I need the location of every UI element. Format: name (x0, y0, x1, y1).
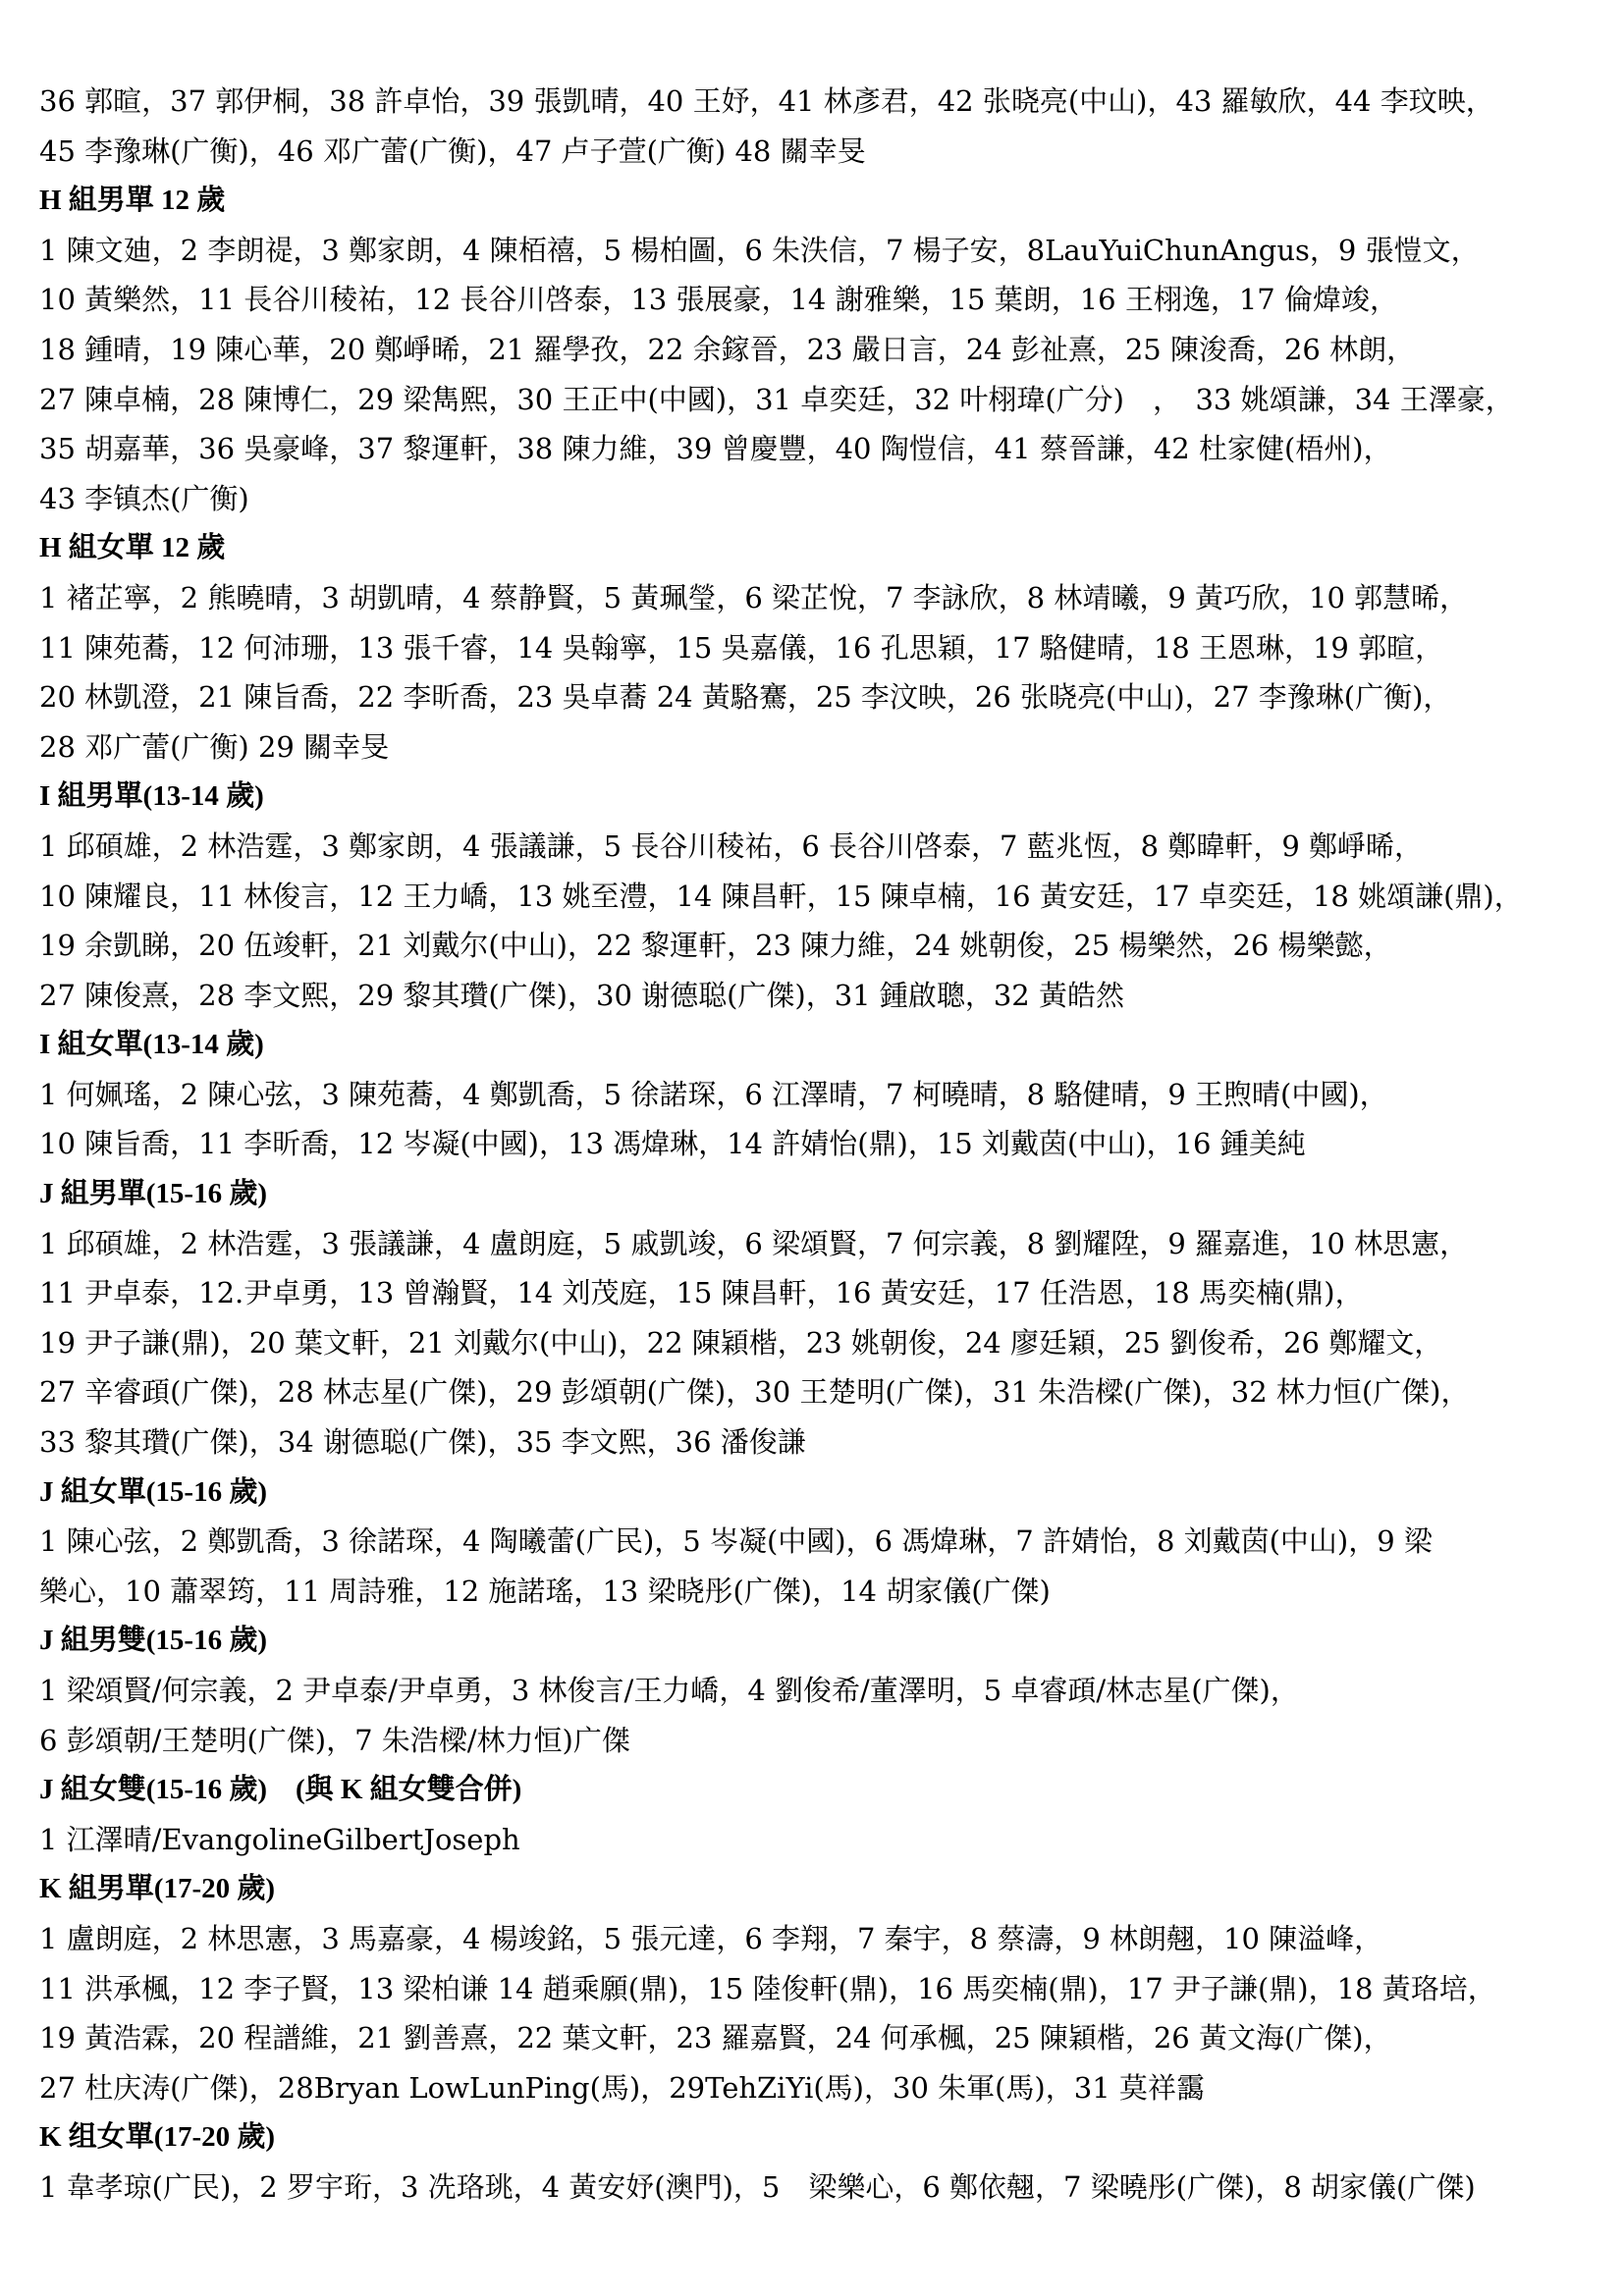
entry-line: 27 陳卓楠，28 陳博仁，29 梁雋熙，30 王正中(中國)，31 卓奕廷，32 叶栩瑋(广分) ， 33 姚頌謙，34 王澤豪， (39, 382, 1514, 416)
section-heading: J 組男雙(15-16 歲) (39, 1625, 267, 1657)
section-heading: J 組女雙(15-16 歲) (與 K 組女雙合併) (39, 1774, 522, 1806)
section-heading: H 組女單 12 歲 (39, 532, 226, 564)
entry-line: 1 韋孝琼(广民)，2 罗宇珩，3 冼珞珧，4 黃安妤(澳門)，5 梁樂心，6 鄭依翹，7 梁曉彤(广傑)，8 胡家儀(广傑) (39, 2169, 1476, 2204)
entry-line: 27 辛睿頙(广傑)，28 林志星(广傑)，29 彭頌朝(广傑)，30 王楚明(广傑)，31 朱浩樑(广傑)，32 林力恒(广傑)， (39, 1375, 1470, 1410)
entry-line: 27 陳俊熹，28 李文熙，29 黎其瓚(广傑)，30 谢德聪(广傑)，31 鍾啟聰，32 黃皓然 (39, 978, 1124, 1012)
entry-line: 樂心，10 蕭翠筠，11 周詩雅，12 施諾瑤，13 梁晓彤(广傑)，14 胡家儀(广傑) (39, 1574, 1051, 1608)
section-heading: J 組女單(15-16 歲) (39, 1475, 267, 1508)
entry-line: 1 盧朗庭，2 林思憲，3 馬嘉豪，4 楊竣銘，5 張元達，6 李翔，7 秦宇，8 蔡濤，9 林朗翹，10 陳溢峰， (39, 1921, 1383, 1955)
section-heading: I 組女單(13-14 歲) (39, 1029, 264, 1061)
entry-line: 18 鍾晴，19 陳心華，20 鄭崢晞，21 羅學孜，22 余鎵晉，23 嚴日言，24 彭祉熹，25 陳浚喬，26 林朗， (39, 332, 1416, 366)
entry-line: 10 黃樂然，11 長谷川稜祐，12 長谷川啓泰，13 張展豪，14 謝雅樂，15 葉朗，16 王栩逸，17 倫煒竣， (39, 283, 1398, 317)
entry-line: 11 陳苑蕎，12 何沛珊，13 張千睿，14 吳翰寧，15 吳嘉儀，16 孔思穎，17 駱健晴，18 王恩琳，19 郭暄， (39, 630, 1444, 665)
entry-line: 1 何姵瑤，2 陳心弦，3 陳苑蕎，4 鄭凱喬，5 徐諾琛，6 江澤晴，7 柯曉晴，8 駱健晴，9 王煦晴(中國)， (39, 1077, 1388, 1111)
section-heading: K 組男單(17-20 歲) (39, 1873, 276, 1905)
entry-line: 27 杜庆涛(广傑)，28Bryan LowLunPing(馬)，29TehZiYi(馬)，30 朱軍(馬)，31 莫祥靄 (39, 2070, 1205, 2105)
entry-line: 19 余凱睇，20 伍竣軒，21 刘戴尔(中山)，22 黎運軒，23 陳力維，24 姚朝俊，25 楊樂然，26 楊樂懿， (39, 929, 1392, 963)
entry-line: 6 彭頌朝/王楚明(广傑)，7 朱浩樑/林力恒)广傑 (39, 1723, 630, 1757)
section-heading: H 組男單 12 歲 (39, 185, 226, 217)
entry-line: 33 黎其瓚(广傑)，34 谢德聪(广傑)，35 李文熙，36 潘俊謙 (39, 1425, 806, 1460)
entry-line: 1 邱碩雄，2 林浩霆，3 鄭家朗，4 張議謙，5 長谷川稜祐，6 長谷川啓泰，7 藍兆恆，8 鄭暐軒，9 鄭崢晞， (39, 828, 1424, 863)
entry-line: 45 李豫琳(广衡)，46 邓广蕾(广衡)，47 卢子萱(广衡) 48 關幸旻 (39, 133, 866, 168)
section-heading: K 组女單(17-20 歲) (39, 2121, 276, 2154)
entry-line: 19 黃浩霖，20 程譜維，21 劉善熹，22 葉文軒，23 羅嘉賢，24 何承楓，25 陳穎楷，26 黃文海(广傑)， (39, 2021, 1392, 2056)
entry-line: 43 李镇杰(广衡) (39, 481, 249, 515)
entry-line: 11 洪承楓，12 李子賢，13 梁柏谦 14 趙乘願(鼎)，15 陸俊軒(鼎)，16 馬奕楠(鼎)，17 尹子謙(鼎)，18 黃珞培， (39, 1971, 1496, 2005)
entry-line: 1 梁頌賢/何宗義，2 尹卓泰/尹卓勇，3 林俊言/王力嶠，4 劉俊希/董澤明，5 卓睿頙/林志星(广傑)， (39, 1674, 1299, 1707)
entry-line: 10 陳耀良，11 林俊言，12 王力嶠，13 姚至澧，14 陳昌軒，15 陳卓楠，16 黃安廷，17 卓奕廷，18 姚頌謙(鼎)， (39, 879, 1523, 913)
entry-line: 11 尹卓泰，12.尹卓勇，13 曾瀚賢，14 刘茂庭，15 陳昌軒，16 黃安廷，17 任浩恩，18 馬奕楠(鼎)， (39, 1276, 1364, 1310)
entry-line: 1 褚芷寧，2 熊曉晴，3 胡凱晴，4 蔡静賢，5 黃珮瑩，6 梁芷悅，7 李詠欣，8 林靖曦，9 黃巧欣，10 郭慧晞， (39, 580, 1469, 614)
entry-line: 1 邱碩雄，2 林浩霆，3 張議謙，4 盧朗庭，5 戚凱竣，6 梁頌賢，7 何宗義，8 劉耀陞，9 羅嘉進，10 林思憲， (39, 1226, 1469, 1260)
section-heading: J 組男單(15-16 歲) (39, 1178, 267, 1210)
entry-line: 20 林凱澄，21 陳旨喬，22 李昕喬，23 吳卓蕎 24 黃駱騫，25 李汶映，26 张晓亮(中山)，27 李豫琳(广衡)， (39, 680, 1452, 715)
entry-line: 35 胡嘉華，36 吳豪峰，37 黎運軒，38 陳力維，39 曾慶豐，40 陶愷信，41 蔡晉謙，42 杜家健(梧州)， (39, 432, 1392, 466)
entry-line: 36 郭暄，37 郭伊桐，38 許卓怡，39 張凱晴，40 王妤，41 林彥君，42 张晓亮(中山)，43 羅敏欣，44 李玟映， (39, 84, 1494, 118)
section-heading: I 組男單(13-14 歲) (39, 780, 264, 813)
entry-line: 28 邓广蕾(广衡) 29 關幸旻 (39, 729, 390, 764)
entry-line: 19 尹子謙(鼎)，20 葉文軒，21 刘戴尔(中山)，22 陳穎楷，23 姚朝俊，24 廖廷穎，25 劉俊希，26 鄭耀文， (39, 1325, 1443, 1360)
entry-line: 1 陳心弦，2 鄭凱喬，3 徐諾琛，4 陶曦蕾(广民)，5 岑凝(中國)，6 馮煒琳，7 許婧怡，8 刘戴茵(中山)，9 梁 (39, 1524, 1433, 1559)
entry-line: 1 陳文廸，2 李朗禔，3 鄭家朗，4 陳栢禧，5 楊柏圖，6 朱泆信，7 楊子安，8LauYuiChunAngus，9 張愷文， (39, 233, 1480, 267)
entry-line: 1 江澤晴/EvangolineGilbertJoseph (39, 1822, 520, 1856)
entry-line: 10 陳旨喬，11 李昕喬，12 岑凝(中國)，13 馮煒琳，14 許婧怡(鼎)，15 刘戴茵(中山)，16 鍾美純 (39, 1127, 1306, 1161)
